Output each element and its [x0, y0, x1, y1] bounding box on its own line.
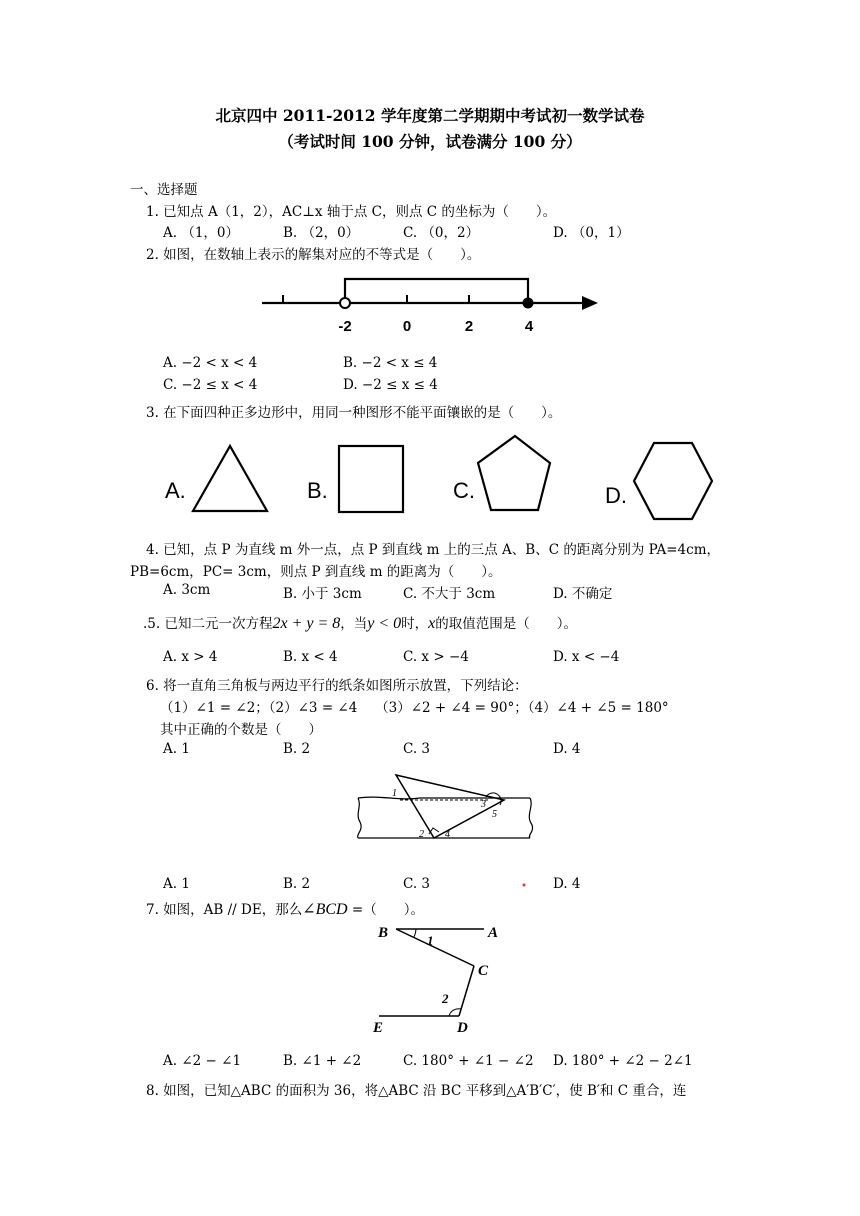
q5-text-c: 时，	[401, 616, 429, 632]
axis-label-0: 0	[402, 318, 412, 335]
page-title: 北京四中 2011-2012 学年度第二学期期中考试初一数学试卷	[215, 106, 645, 125]
fig6-label-5: 5	[492, 809, 497, 820]
angle-1-arc	[414, 929, 416, 937]
q6-option-b: B. 2	[283, 741, 311, 757]
q5-condition: y < 0	[367, 615, 402, 632]
q7-option-d: D. 180° + ∠2 − 2∠1	[553, 1053, 693, 1069]
q2-option-a: A. −2 < x < 4	[163, 355, 258, 371]
fig7-label-a: A	[488, 925, 499, 941]
question-1: 1. 已知点 A（1，2），AC⊥x 轴于点 C，则点 C 的坐标为（ ）。	[146, 204, 557, 220]
q1-option-c: C. （0，2）	[403, 225, 480, 241]
q5-option-c: C. x > −4	[403, 649, 469, 665]
q7-option-a: A. ∠2 − ∠1	[163, 1053, 242, 1069]
shape-label-d: D.	[605, 483, 627, 508]
fig7-label-1: 1	[427, 933, 434, 948]
fig7-label-b: B	[378, 925, 389, 941]
fig7-label-2: 2	[442, 991, 449, 1006]
shape-label-b: B.	[307, 478, 328, 503]
question-8: 8. 如图，已知△ABC 的面积为 36，将△ABC 沿 BC 平移到△A′B′C′，使 B′和 C 重合，连	[146, 1083, 687, 1099]
q4-option-d: D. 不确定	[553, 586, 613, 602]
section-heading: 一、选择题	[130, 182, 198, 198]
q1-option-b: B. （2，0）	[283, 225, 360, 241]
q1-option-d: D. （0，1）	[553, 225, 630, 241]
fig6-label-1: 1	[392, 788, 397, 799]
page-subtitle: （考试时间 100 分钟，试卷满分 100 分）	[278, 132, 582, 151]
q5-option-a: A. x > 4	[163, 649, 218, 665]
q4-option-a: A. 3cm	[163, 582, 211, 598]
fig7-label-e: E	[373, 1020, 384, 1036]
q6-option-c: C. 3	[403, 741, 431, 757]
q6-repeat-option-a: A. 1	[163, 876, 190, 892]
q6-repeat-option-d: D. 4	[553, 876, 581, 892]
q1-option-a: A. （1，0）	[163, 225, 240, 241]
axis-label-4: 4	[524, 318, 534, 335]
q6-option-a: A. 1	[163, 741, 190, 757]
fig6-label-4: 4	[445, 829, 450, 840]
segment-bc	[396, 929, 474, 966]
q5-option-b: B. x < 4	[283, 649, 338, 665]
question-6: 6. 将一直角三角板与两边平行的纸条如图所示放置，下列结论：	[146, 678, 528, 694]
question-4-line2: PB=6cm，PC= 3cm，则点 P 到直线 m 的距离为（ ）。	[130, 564, 502, 580]
q5-option-d: D. x < −4	[553, 649, 620, 665]
q4-option-b: B. 小于 3cm	[283, 586, 362, 602]
q5-text-b: ，当	[340, 616, 368, 632]
q4-option-c: C. 不大于 3cm	[403, 586, 496, 602]
q7-option-c: C. 180° + ∠1 − ∠2	[403, 1053, 534, 1069]
q7-text-b: =（ ）。	[347, 902, 424, 918]
fig7-label-d: D	[457, 1020, 468, 1036]
q7-angle: ∠BCD	[302, 901, 348, 918]
fig7-label-c: C	[478, 963, 489, 979]
fig6-label-2: 2	[419, 829, 424, 840]
q2-option-b: B. −2 < x ≤ 4	[343, 355, 438, 371]
q2-option-c: C. −2 ≤ x < 4	[163, 377, 258, 393]
q6-conclusions: （1）∠1 = ∠2；（2）∠3 = ∠4 （3）∠2 + ∠4 = 90°；（4）∠4 + ∠5 = 180°	[160, 700, 669, 716]
axis-label-neg2: -2	[338, 318, 352, 335]
q7-text-a: 7. 如图，AB // DE，那么	[146, 902, 303, 918]
q2-option-d: D. −2 ≤ x ≤ 4	[343, 377, 438, 393]
q5-variable: x	[428, 615, 436, 632]
q5-text-d: 的取值范围是（ ）。	[435, 616, 578, 632]
q7-option-b: B. ∠1 + ∠2	[283, 1053, 362, 1069]
q6-option-d: D. 4	[553, 741, 581, 757]
axis-label-2: 2	[464, 318, 474, 335]
segment-cd	[459, 966, 474, 1016]
question-4-line1: 4. 已知，点 P 为直线 m 外一点，点 P 到直线 m 上的三点 A、B、C 的距离分别为 PA=4cm，	[146, 542, 720, 558]
q6-repeat-option-b: B. 2	[283, 876, 311, 892]
question-3: 3. 在下面四种正多边形中，用同一种图形不能平面镶嵌的是（ ）。	[146, 405, 562, 421]
fig6-label-3: 3	[481, 799, 486, 810]
shape-label-a: A.	[165, 478, 186, 503]
question-2: 2. 如图，在数轴上表示的解集对应的不等式是（ ）。	[146, 247, 481, 263]
q6-repeat-option-c: C. 3	[403, 876, 431, 892]
q5-text-a: .5. 已知二元一次方程	[143, 616, 273, 632]
q6-question: 其中正确的个数是（ ）	[160, 722, 322, 738]
q5-equation: 2x + y = 8	[272, 615, 341, 632]
shape-label-c: C.	[453, 478, 475, 503]
